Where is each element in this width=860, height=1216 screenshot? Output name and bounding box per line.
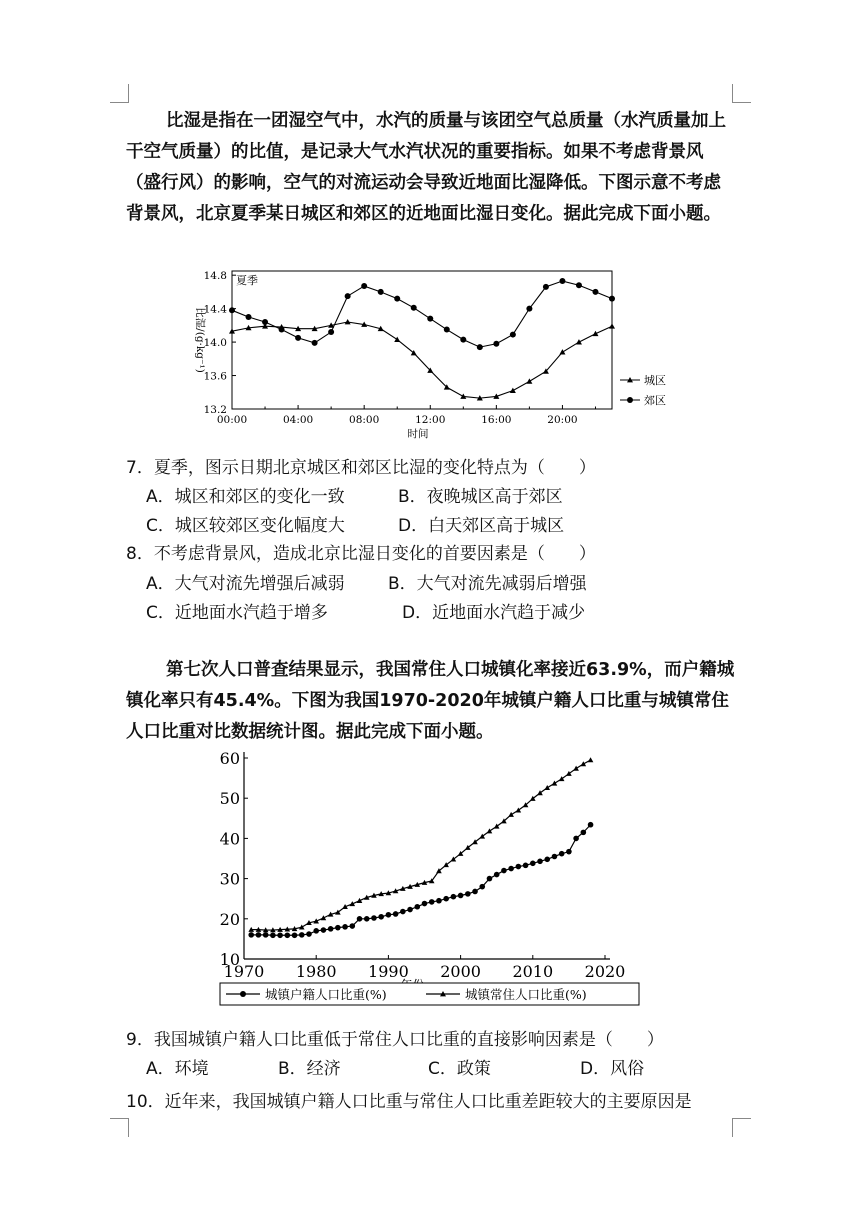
data-point-registered [552,854,558,860]
legend-label: 城区 [644,374,666,387]
data-point-registered [263,932,269,938]
data-point-suburban [246,314,252,320]
question-8-stem: 8．不考虑背景风，造成北京比湿日变化的首要因素是（ ） [126,544,596,564]
x-tick-label: 00:00 [216,414,248,426]
y-tick-label: 13.2 [203,404,227,416]
data-point-suburban [394,296,400,302]
data-point-registered [559,851,565,857]
data-point-registered [386,912,392,918]
data-point-registered [443,896,449,902]
y-tick-label: 50 [219,789,240,809]
data-point-registered [292,932,298,938]
data-point-suburban [295,335,301,341]
data-point-suburban [328,329,334,335]
data-point-urban [394,337,400,342]
question-8-option-d[interactable]: D．近地面水汽趋于减少 [402,603,586,623]
page-corner-mark-bottom-right [732,1118,751,1137]
data-point-registered [422,901,428,907]
y-tick-label: 10 [219,950,240,969]
data-point-registered [256,932,262,938]
data-point-suburban [361,283,367,289]
x-tick-label: 1990 [368,962,409,981]
data-point-suburban [345,293,351,299]
legend-marker [240,991,246,997]
data-point-registered [357,916,363,922]
y-tick-label: 14.0 [203,337,227,350]
question-7-option-b[interactable]: B．夜晚城区高于郊区 [398,487,563,507]
data-point-resident [588,757,594,762]
question-9-stem: 9．我国城镇户籍人口比重低于常住人口比重的直接影响因素是（ ） [126,1030,664,1050]
series-line-registered [251,825,590,936]
y-tick-label: 14.4 [203,303,227,316]
question-7-option-a[interactable]: A．城区和郊区的变化一致 [146,487,345,507]
data-point-registered [285,932,291,938]
x-tick-label: 04:00 [282,414,314,426]
data-point-urban [609,323,615,328]
question-8-option-b[interactable]: B．大气对流先减弱后增强 [388,574,587,594]
legend-label: 城镇户籍人口比重(%) [265,987,387,1002]
data-point-registered [306,931,312,937]
question-7-option-c[interactable]: C．城区较郊区变化幅度大 [146,516,345,536]
data-point-registered [465,891,471,897]
question-7-option-d[interactable]: D．白天郊区高于城区 [398,516,565,536]
y-tick-label: 40 [219,829,240,849]
x-tick-label: 12:00 [415,414,446,426]
data-point-suburban [510,332,516,338]
data-point-registered [479,884,485,890]
x-tick-label: 08:00 [349,414,380,426]
data-point-registered [508,866,514,872]
chart-title: 夏季 [236,274,258,287]
data-point-registered [458,893,464,899]
data-point-registered [544,857,550,863]
data-point-suburban [559,278,565,284]
data-point-suburban [378,289,384,295]
data-point-registered [371,915,377,921]
y-axis-label: 比湿/(g·kg⁻¹) [194,307,206,373]
humidity-chart [180,258,700,448]
x-axis-label: 时间 [407,428,429,440]
data-point-resident [487,828,493,833]
data-point-suburban [609,296,615,302]
page-corner-mark-top-right [732,84,751,103]
x-tick-label: 16:00 [481,414,512,426]
data-point-registered [530,861,536,867]
data-point-registered [566,849,572,855]
data-point-registered [321,927,327,933]
data-point-urban [510,388,516,393]
data-point-suburban [229,307,235,313]
data-point-urban [345,319,351,324]
x-tick-label: 2020 [584,962,626,981]
data-point-registered [393,911,399,917]
passage-specific-humidity-text: 比湿是指在一团湿空气中，水汽的质量与该团空气总质量（水汽质量加上干空气质量）的比值，是记录大气水汽状况的重要指标。如果不考虑背景风（盛行风）的影响，空气的对流运动会导致近地面比湿降低。下图示意不考虑背景风，北京夏季某日城区和郊区的近地面比湿日变化。据此完成下面小题。 [126,111,726,224]
question-9-option-d[interactable]: D．风俗 [580,1059,645,1079]
data-point-suburban [493,341,499,347]
data-point-suburban [312,340,318,346]
data-point-suburban [543,284,549,290]
x-tick-label: 2010 [512,962,554,981]
data-point-registered [277,932,283,938]
question-9-option-b[interactable]: B．经济 [278,1059,341,1079]
data-point-resident [552,781,558,786]
passage-urbanization-text: 第七次人口普查结果显示，我国常住人口城镇化率接近63.9%，而户籍城镇化率只有45.4%。下图为我国1970-2020年城镇户籍人口比重与城镇常住人口比重对比数据统计图。据此完成下面小题。 [126,660,735,742]
data-point-registered [588,822,594,828]
x-tick-label: 20:00 [547,414,578,426]
data-point-registered [335,925,341,931]
x-tick-label: 1970 [223,962,265,981]
y-tick-label: 20 [219,909,240,929]
data-point-registered [350,923,356,929]
data-point-registered [436,898,442,904]
data-point-resident [544,785,550,790]
data-point-suburban [262,319,268,325]
question-8-option-a[interactable]: A．大气对流先增强后减弱 [146,574,345,594]
data-point-registered [487,876,493,882]
data-point-registered [248,932,254,938]
data-point-suburban [526,306,532,312]
data-point-resident [321,915,327,920]
question-9-option-c[interactable]: C．政策 [428,1059,491,1079]
plot-frame [232,271,612,409]
data-point-registered [494,872,500,878]
data-point-registered [407,907,413,913]
y-tick-label: 14.8 [203,270,227,283]
passage-urbanization [126,655,738,748]
data-point-urban [592,331,598,336]
data-point-resident [508,812,514,817]
data-point-registered [270,932,276,938]
legend-label: 郊区 [644,394,666,407]
data-point-registered [523,863,529,869]
x-tick-label: 1980 [295,962,337,981]
legend-label: 城镇常住人口比重(%) [465,987,587,1002]
data-point-suburban [279,327,285,333]
data-point-registered [573,836,579,842]
question-10-stem: 10．近年来，我国城镇户籍人口比重与常住人口比重差距较大的主要原因是 [126,1092,692,1112]
data-point-resident [573,766,579,771]
urbanization-chart [200,745,660,1025]
data-point-suburban [427,316,433,322]
data-point-registered [501,868,507,874]
question-7-stem: 7．夏季，图示日期北京城区和郊区比湿的变化特点为（ ） [126,458,596,478]
data-point-registered [472,889,478,895]
data-point-suburban [444,327,450,333]
data-point-registered [537,859,543,865]
data-point-suburban [477,344,483,350]
y-tick-label: 30 [219,869,240,889]
data-point-registered [451,894,457,900]
data-point-registered [581,830,587,836]
y-tick-label: 60 [219,749,240,768]
data-point-registered [342,924,348,930]
data-point-suburban [411,305,417,311]
data-point-urban [559,349,565,354]
data-point-registered [364,916,370,922]
data-point-resident [581,761,587,766]
series-line-suburban [232,281,612,347]
data-point-resident [299,924,305,929]
data-point-suburban [576,282,582,288]
legend-marker [627,397,633,403]
data-point-registered [414,904,420,910]
x-tick-label: 2000 [440,962,481,981]
page-corner-mark-bottom-left [110,1118,129,1137]
data-point-urban [526,378,532,383]
data-point-registered [378,914,384,920]
data-point-urban [576,339,582,344]
passage-specific-humidity [126,106,738,230]
data-point-registered [429,899,435,905]
data-point-registered [299,932,305,938]
question-8-option-c[interactable]: C．近地面水汽趋于增多 [146,603,328,623]
question-9-option-a[interactable]: A．环境 [146,1059,209,1079]
data-point-registered [400,909,406,915]
data-point-registered [516,864,522,870]
data-point-registered [313,928,319,934]
y-tick-label: 13.6 [203,370,227,383]
data-point-suburban [592,289,598,295]
data-point-registered [328,926,334,932]
page-corner-mark-top-left [110,84,129,103]
data-point-suburban [460,337,466,343]
